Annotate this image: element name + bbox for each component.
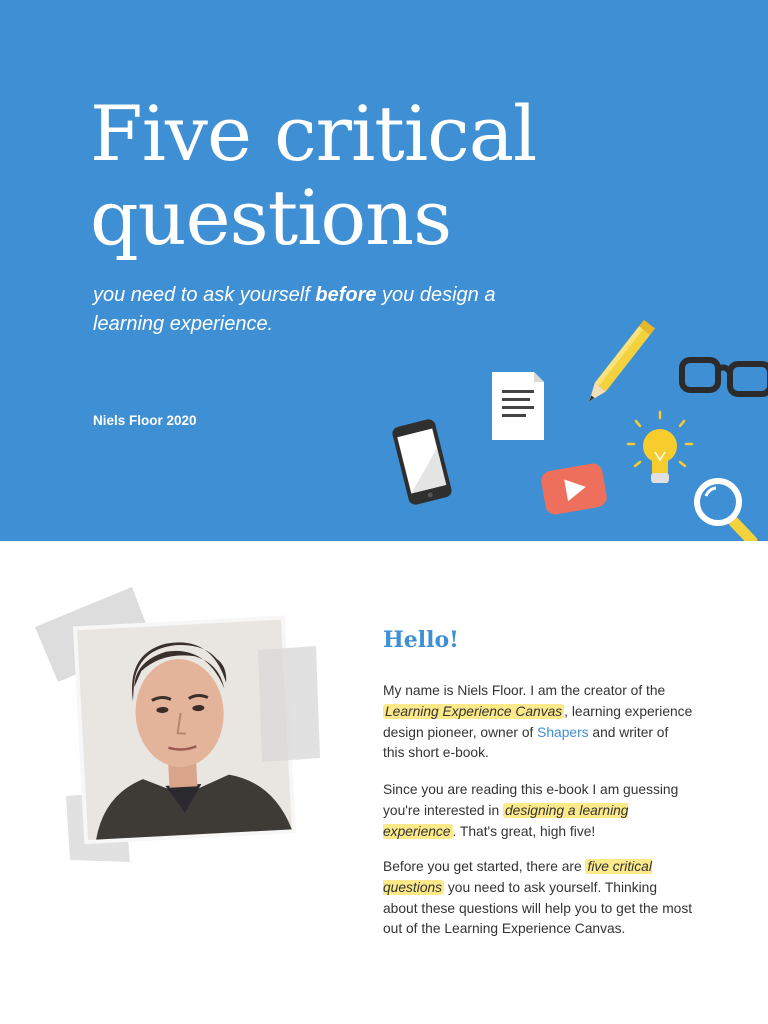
document-icon — [492, 372, 544, 440]
intro-heading: Hello! — [383, 627, 459, 653]
smartphone-icon — [391, 418, 453, 506]
p2-text-a: Since you are reading this e-book I am guessing you're interested in — [383, 782, 679, 818]
cover-title-line1: Five critical — [90, 89, 537, 178]
p1-highlight: Learning Experience Canvas — [385, 703, 563, 719]
cover-author: Niels Floor 2020 — [93, 413, 197, 428]
p2-highlight: designing a learning experience — [383, 802, 629, 839]
shapers-link[interactable]: Shapers — [537, 724, 589, 740]
pencil-icon — [584, 320, 655, 406]
p1-text-b: , learning experience design pioneer, owner of — [383, 703, 693, 740]
magnifier-icon — [697, 481, 752, 541]
p3-highlight: five critical questions — [383, 859, 652, 895]
p3-text-b: you need to ask yourself. Thinking about these questions will help you to get the most out of the Learning Experience Canvas. — [383, 879, 693, 937]
p1-text-a: My name is Niels Floor. I am the creator of the — [383, 683, 666, 698]
p3-text-a: Before you get started, there are — [383, 859, 586, 874]
intro-paragraph-3 — [383, 857, 693, 940]
lightbulb-icon — [628, 412, 692, 483]
subtitle-part2: you design a learning experience. — [93, 284, 496, 335]
glasses-icon — [682, 360, 768, 394]
p1-text-c: and writer of this short e-book. — [383, 724, 669, 761]
p2-text-b: . That's great, high five! — [452, 823, 596, 839]
subtitle-bold: before — [315, 284, 377, 306]
author-portrait-image — [30, 580, 330, 870]
cover-title-line2: questions — [90, 173, 452, 262]
video-play-icon — [540, 462, 609, 516]
intro-paragraph-2 — [383, 780, 693, 842]
intro-paragraph-1 — [383, 681, 693, 764]
author-photo — [30, 580, 330, 870]
subtitle-part1: you need to ask yourself — [93, 284, 316, 306]
